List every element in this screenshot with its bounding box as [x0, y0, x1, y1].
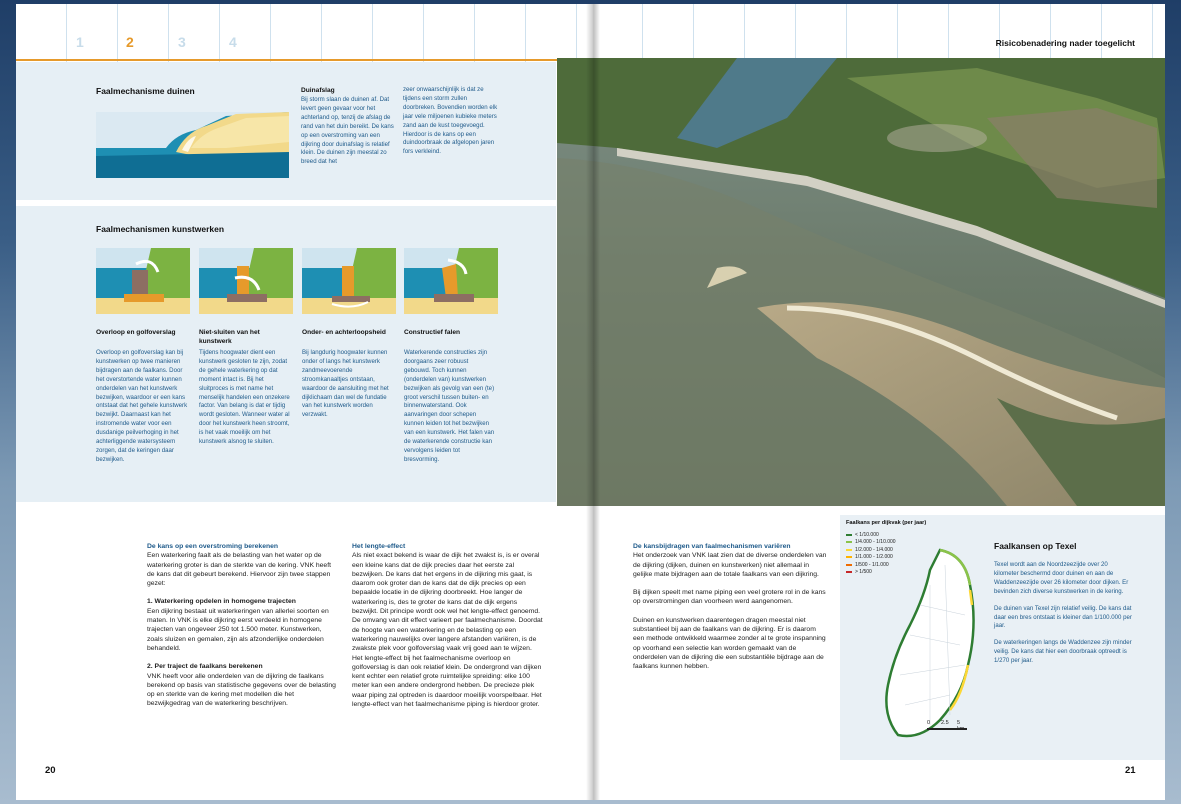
- texel-map: [870, 545, 980, 745]
- map-text: [994, 561, 1134, 666]
- map-panel: [840, 515, 1165, 760]
- step-3[interactable]: 3: [178, 34, 186, 50]
- dunes-text-col1: Bij storm slaan de duinen af. Dat levert geen gevaar voor het achterland op, tenzij de afslag de rand van het duin bereikt. De kans op een overstroming van een dijkring door duinafslag is relatief klein. De duinen zijn meestal zo breed dat het: [301, 96, 394, 166]
- scale-bar: [927, 720, 967, 734]
- structure-label-4: Constructief falen: [404, 329, 461, 336]
- heading-overstroming: De kans op een overstroming berekenen: [147, 543, 279, 550]
- heading-lengte-effect: Het lengte-effect: [352, 543, 406, 550]
- page-number-right: 21: [1125, 765, 1136, 776]
- step-4[interactable]: 4: [229, 34, 237, 50]
- header-columns-right: [592, 4, 1165, 62]
- underflow-illustration: [302, 248, 396, 314]
- left-main-col1: [147, 542, 337, 709]
- paragraph: Als niet exact bekend is waar de dijk het zwakst is, is er overal een kleine kans dat de dijk precies daar het eerste zal bezwijken. De kans dat het ergens in de dijkring mis gaat, is daarom ook groter dan de kans dat de dijk precies op een bepaalde locatie in de dijkring doorbreekt. Hoe langer de waterkering is, des te groter de kans dat de dijk ergens bezwijkt. Dit principe wordt ook wel het lengte-effect genoemd. De omvang van dit effect varieert per faalmechanisme. Doordat de hoogte van een waterkering en de belasting op een waterkering nauwelijks over langere afstanden variëren, is de zwakste plek voor golfoverslag vaak vrij goed aan te wijzen. Het lengte-effect bij het faalmechanisme overloop en golfoverslag is dan ook relatief klein. De ondergrond van dijken kent echter een relatief grote ruimtelijke spreiding: elke 100 meter kan een andere ondergrond hebben. De precieze plek waar piping zal optreden is daardoor moeilijk voorspelbaar. Het lengte-effect van het faalmechanisme piping is hierdoor groter.: [352, 552, 543, 709]
- legend-item: 1/2.000 - 1/4.000: [846, 546, 936, 554]
- scale-5km: 5: [957, 720, 961, 726]
- book-spine: [586, 4, 600, 800]
- structure-label-1: Overloop en golfoverslag: [96, 329, 176, 336]
- map-title: Faalkansen op Texel: [994, 541, 1077, 551]
- subheading-step2: 2. Per traject de faalkans berekenen: [147, 663, 263, 671]
- paragraph: VNK heeft voor alle onderdelen van de dijkring de faalkans berekend op basis van statistische gegevens over de belasting op en sterkte van de kering met modellen die het bezwijkgedrag van de waterkering beschrijven.: [147, 672, 336, 708]
- page-number-left: 20: [45, 765, 56, 776]
- subheading-step1: 1. Waterkering opdelen in homogene trajecten: [147, 598, 296, 606]
- scale-0: 0: [927, 720, 931, 726]
- structure-text-1: Overloop en golfoverslag kan bij kunstwerken op twee manieren bijdragen aan de faalkans. Door het overstortende water kunnen onderdelen van het kunstwerk bezwijken, waardoor er een kans ontstaat dat het gehele kunstwerk bezwijkt. Daarnaast kan het instromende water voor een dusdanige peilverhoging in het achterliggende watersysteem zorgen, dat de keringen daar bezwijken.: [96, 349, 188, 463]
- scale-2-5: 2.5: [941, 720, 949, 726]
- map-paragraph: Texel wordt aan de Noordzeezijde over 20 kilometer beschermd door duinen en aan de Waddenzeezijde over 26 kilometer door dijken. Er bevinden zich diverse kunstwerken in de kering.: [994, 561, 1129, 595]
- dunes-title: Faalmechanisme duinen: [96, 86, 195, 96]
- paragraph: Het onderzoek van VNK laat zien dat de diverse onderdelen van de dijkring (dijken, duinen en kunstwerken) niet allemaal in gelijke mate bijdragen aan de totale faalkans van een dijkring.: [633, 552, 827, 578]
- step-1[interactable]: 1: [76, 34, 84, 50]
- structure-label-2: Niet-sluiten van het kunstwerk: [199, 329, 260, 345]
- orange-rule: [16, 59, 592, 61]
- right-main-col1: [633, 542, 828, 672]
- legend-item: < 1/10.000: [846, 531, 936, 539]
- aerial-photo: [557, 58, 1165, 506]
- step-nav: [76, 34, 266, 54]
- step-2-active[interactable]: 2: [126, 34, 134, 50]
- structure-text-2: Tijdens hoogwater dient een kunstwerk gesloten te zijn, zodat de gehele waterkering op dat moment intact is. Bij het sluitproces is met name het menselijk handelen een onzekere factor. Van belang is dat er tijdig wordt gesloten. Wanneer water al door het kunstwerk heen stroomt, is het vaak moeilijk om het kunstwerk alsnog te sluiten.: [199, 349, 290, 446]
- paragraph: Duinen en kunstwerken daarentegen dragen meestal niet substantieel bij aan de faalkans van de dijkring. Er is daarom een methode ontwikkeld waarmee zonder al te grote inspanning op voorhand een selectie kan worden gemaakt van de onderdelen van de dijkring die een substantiële bijdrage aan de faalkans kunnen hebben.: [633, 616, 826, 671]
- not-closing-illustration: [199, 248, 293, 314]
- legend-title: Faalkans per dijkvak (per jaar): [846, 520, 927, 526]
- map-paragraph: De waterkeringen langs de Waddenzee zijn minder veilig. De kans dat hier een doorbraak optreedt is 1/270 per jaar.: [994, 639, 1132, 665]
- heading-kansbijdragen: De kansbijdragen van faalmechanismen variëren: [633, 543, 791, 550]
- dunes-text-col2: zeer onwaarschijnlijk is dat ze tijdens een storm zullen doorbreken. Bovendien worden elk jaar vele miljoenen kubieke meters zand aan de kust toegevoegd. Hierdoor is de kans op een duindoorbraak de afgelopen jaren fors verkleind.: [403, 86, 498, 156]
- structure-label-3: Onder- en achterloopsheid: [302, 329, 386, 336]
- legend-item: > 1/500: [846, 569, 936, 577]
- legend-item: 1/500 - 1/1.000: [846, 561, 936, 569]
- overflow-illustration: [96, 248, 190, 314]
- paragraph: Bij dijken speelt met name piping een veel grotere rol in de kans op overstromingen dan voorheen werd aangenomen.: [633, 589, 826, 606]
- dunes-panel: [16, 62, 556, 200]
- dunes-subtitle: Duinafslag: [301, 87, 335, 94]
- paragraph: Een dijkring bestaat uit waterkeringen van allerlei soorten en maten. In VNK is elke dijkring eerst verdeeld in homogene trajecten van ongeveer 250 tot 1.500 meter. Kunstwerken, zoals sluizen en gemalen, zijn als afzonderlijke onderdelen behandeld.: [147, 607, 329, 652]
- structure-text-3: Bij langdurig hoogwater kunnen onder of langs het kunstwerk zandmeevoerende stroomkanaaltjes ontstaan, waardoor de aansluiting met het dijklichaam dan wel de fundatie van het kunstwerk worden verzwakt.: [302, 349, 389, 419]
- legend-item: 1/1.000 - 1/2.000: [846, 554, 936, 562]
- scale-segment: [927, 728, 947, 730]
- paragraph: Een waterkering faalt als de belasting van het water op de waterkering groter is dan de sterkte van de kering. VNK heeft de kans dat dit gebeurt berekend. Hiervoor zijn twee stappen gezet:: [147, 552, 331, 588]
- scale-segment: [947, 728, 967, 730]
- left-main-col2: [352, 542, 544, 709]
- legend-item: 1/4.000 - 1/10.000: [846, 539, 936, 547]
- dune-illustration: [96, 112, 289, 178]
- structures-title: Faalmechanismen kunstwerken: [96, 224, 225, 234]
- map-paragraph: De duinen van Texel zijn relatief veilig. De kans dat daar een bres ontstaat is kleiner dan 1/100.000 per jaar.: [994, 604, 1132, 630]
- structure-text-4: Waterkerende constructies zijn doorgaans zeer robuust gebouwd. Toch kunnen (onderdelen van) kunstwerken bezwijken als gevolg van een (te) groot verschil tussen buiten- en binnenwaterstand. Ook aanvaringen door schepen kunnen leiden tot het bezwijken van een kunstwerk. Het falen van de waterkerende constructie kan vervolgens leiden tot bresvorming.: [404, 349, 495, 463]
- section-title: Risicobenadering nader toegelicht: [995, 38, 1135, 48]
- structural-failure-illustration: [404, 248, 498, 314]
